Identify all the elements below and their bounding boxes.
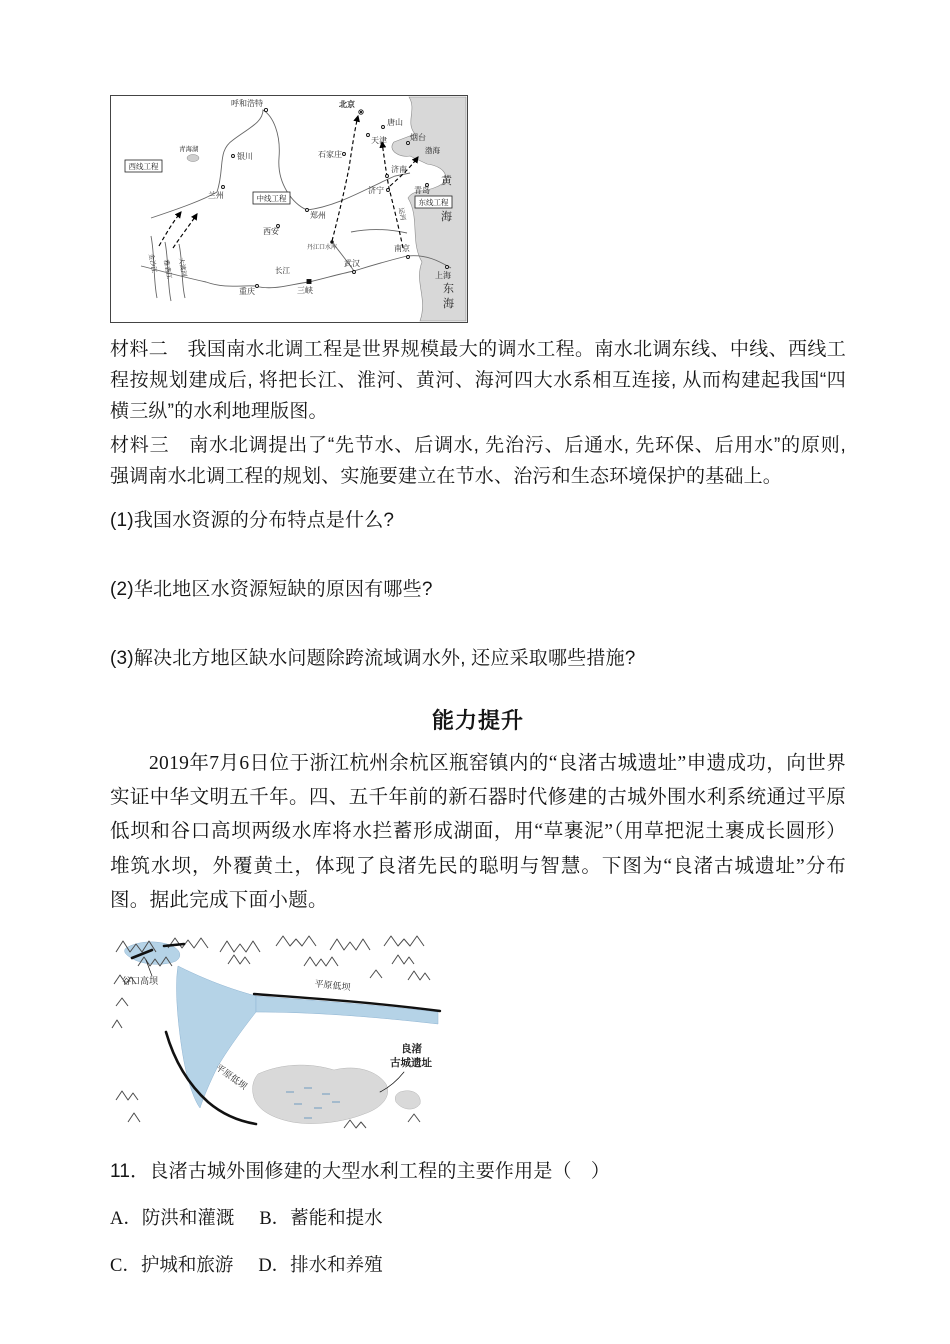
map1-label-hohhot: 呼和浩特 [231,99,263,108]
map1-label-yalongjiang: 雅砻江 [162,259,173,280]
option-c: C．护城和旅游 [110,1256,234,1277]
map2-site-patch [395,1091,420,1109]
option-d: D．排水和养殖 [258,1256,383,1277]
map1-label-xian: 西安 [263,227,279,236]
map2-label-plain-dam-2: 平原低坝 [213,1062,249,1092]
map-south-north-water-diversion [110,95,468,323]
map2-label-liangzhu-line1: 良渚 [401,1043,422,1056]
map1-label-route-west: 西线工程 [128,162,159,171]
map1-middle-route [332,116,358,241]
map1-marker-tianjin [367,134,370,137]
map1-west-route-2 [173,214,197,248]
map1-marker-zhengzhou [306,209,309,212]
map2-label-plain-dam-1: 平原低坝 [314,978,351,993]
map1-huai-river [351,229,407,233]
question-1: (1)我国水资源的分布特点是什么? [110,509,395,531]
map1-marker-danjiangkou [331,241,334,244]
map1-marker-lanzhou [222,186,225,189]
map1-marker-sanxia [307,280,311,284]
map1-marker-hohhot [264,108,267,111]
map1-marker-shanghai [446,266,449,269]
question-2: (2)华北地区水资源短缺的原因有哪些? [110,578,433,600]
map1-label-beijing: 北京 [339,100,355,109]
map1-marker-tangshan [382,126,385,129]
question-3: (3)解决北方地区缺水问题除跨流域调水外, 还应采取哪些措施? [110,647,636,669]
map1-label-qingdao: 青岛 [414,186,430,195]
map1-label-yantai: 烟台 [410,133,426,142]
map1-marker-yinchuan [232,155,235,158]
map1-label-shanghai: 上海 [435,271,451,280]
map2-label-gukou-dam: 谷口高坝 [122,976,159,987]
map-liangzhu-site [108,932,450,1138]
options-line-cd [110,1251,950,1277]
map1-marker-chongqing [256,285,259,288]
option-a: A．防洪和灌溉 [110,1209,235,1230]
map1-marker-nanjing [407,256,410,259]
map1-label-canal: 运河 [397,207,407,222]
map1-label-shijiazhuang: 石家庄 [318,150,342,159]
option-b: B．蓄能和提水 [259,1209,383,1230]
map1-label-zhengzhou: 郑州 [310,211,326,220]
map1-label-qinghai-lake: 青海湖 [179,146,199,153]
map1-marker-wuhan [353,271,356,274]
map1-label-danjiangkou: 丹江口水库 [307,245,338,251]
materials-block [110,335,846,918]
map1-label-lanzhou: 兰州 [208,191,224,200]
map1-east-route [382,142,403,248]
material-3-paragraph: 材料三 南水北调提出了“先节水、后调水, 先治污、后通水, 先环保、后用水”的原则, 强调南水北调工程的规划、实施要建立在节水、治污和生态环境保护的基础上。 [110,435,846,488]
map1-canvas [110,95,468,323]
map1-label-tangshan: 唐山 [387,118,403,127]
map2-canvas [108,932,450,1138]
map2-label-liangzhu-line2: 古城遗址 [390,1057,432,1070]
map1-marker-jining [387,189,390,192]
map1-label-jinshajiang: 金沙江 [147,253,158,274]
map1-qinghai-lake-shape [187,155,199,162]
map1-marker-beijing-core [360,111,361,112]
map1-yangtze-river [141,256,451,288]
map1-marker-shijiazhuang [343,153,346,156]
map1-label-donghai-1: 东 [443,283,454,295]
map1-label-huanghai-1: 黄 [441,175,452,187]
map1-label-daduhe: 大渡河 [177,257,188,278]
question-11-stem: 11．良渚古城外围修建的大型水利工程的主要作用是（ ） [110,1161,611,1183]
map1-label-jinan: 济南 [391,165,407,174]
map1-label-route-middle: 中线工程 [256,194,287,203]
map1-label-jining: 济宁 [368,186,384,195]
map1-label-wuhan: 武汉 [344,259,360,268]
liangzhu-intro-paragraph: 2019年7月6日位于浙江杭州余杭区瓶窑镇内的“良渚古城遗址”申遗成功，向世界实证中华文明五千年。四、五千年前的新石器时代修建的古城外围水利系统通过平原低坝和谷口高坝两级水库将水拦蓄形成湖面，用“草裹泥”（用草把泥土裹成长圆形）堆筑水坝，外覆黄土，体现了良渚先民的聪明与智慧。下图为“良渚古城遗址”分布图。据此完成下面小题。 [110,752,846,912]
map1-label-changjiang: 长江 [275,266,290,275]
section-title: 能力提升 [431,707,524,733]
map1-label-bohai: 渤海 [425,146,440,155]
map1-place-labels [147,98,454,310]
map1-label-yinchuan: 银川 [237,152,253,161]
map1-label-huanghai-2: 海 [441,211,452,223]
options-line-ab [110,1204,950,1230]
material-2-paragraph: 材料二 我国南水北调工程是世界规模最大的调水工程。南水北调东线、中线、西线工程按规划建成后, 将把长江、淮河、黄河、海河四大水系相互连接, 从而构建起我国“四横三纵”的水利地理版图。 [110,339,846,422]
map1-label-tianjin: 天津 [371,136,387,145]
map1-label-sanxia: 三峡 [297,286,313,295]
map1-label-nanjing: 南京 [394,244,410,253]
map2-site-area [253,1065,421,1124]
map1-label-donghai-2: 海 [443,298,454,310]
map1-label-route-east: 东线工程 [418,198,449,207]
map1-label-chongqing: 重庆 [239,287,255,296]
map2-city-site-shape [253,1065,388,1124]
map1-marker-jinan [386,175,389,178]
